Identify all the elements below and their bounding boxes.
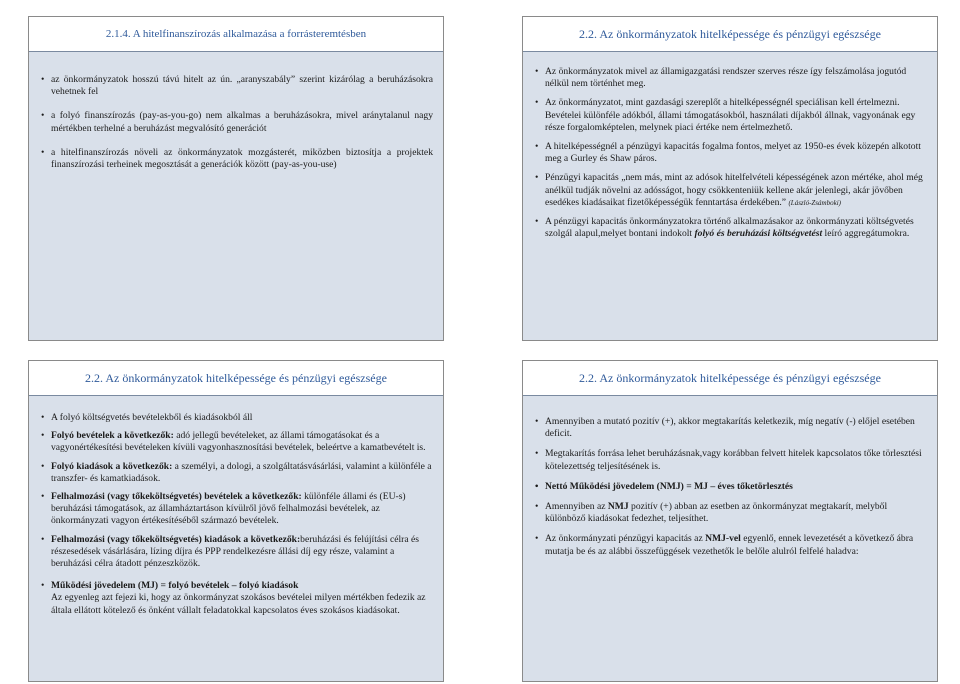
slide-2-bullet-1: • Az önkormányzatok mivel az államigazgatási rendszer szerves része így felszámolása jogutód nélkül nem történhet meg.: [535, 66, 927, 90]
slide-4-bullet-3: • Nettó Működési jövedelem (NMJ) = MJ – éves tőketörlesztés: [535, 481, 927, 493]
slide-2-bullet-5-emphasis: folyó és beruházási költségvetést: [694, 228, 823, 240]
slide-2-body: [523, 52, 937, 340]
slide-3-bullet-2-heading: Folyó bevételek a következők:: [51, 430, 174, 442]
slide-1: [28, 16, 444, 341]
slide-1-bullet-2: • a folyó finanszírozás (pay-as-you-go) nem alkalmas a beruházásokra, mivel aránytalanul nagy mértékben terhelné a beruházást megvalósító generációt: [41, 110, 433, 134]
slide-2-bullet-5: [535, 216, 927, 240]
slide-1-bullet-1: • az önkormányzatok hosszú távú hitelt az ún. „aranyszabály” szerint kizárólag a beruházásokra vehetnek fel: [41, 74, 433, 98]
slide-4-bullet-2: • Megtakarítás forrása lehet beruházásnak,vagy korábban felvett hitelek kapcsolatos tőke törlesztési kötelezettség teljesítésének is.: [535, 448, 927, 472]
slide-3: [28, 360, 444, 682]
slide-1-bullet-3: • a hitelfinanszírozás növeli az önkormányzatok mozgásterét, miközben biztosítja a projektek finanszírozási terheinek megosztását a generációk között (pay-as-you-use): [41, 147, 433, 171]
slide-2-bullet-4-text: Pénzügyi kapacitás „nem más, mint az adósok hitelfelvételi képességének azon mértéke, ahol még anélkül tudják növelni az adósságot, hogy csökkenteniük kellene akár jelenlegi, akár jövőben esedékes kiadásaikat fizetőképességük fenntartása érdekében.”: [545, 172, 923, 208]
slide-4-title: 2.2. Az önkormányzatok hitelképessége és pénzügyi egészsége: [523, 361, 937, 396]
slide-1-title: 2.1.4. A hitelfinanszírozás alkalmazása a forrásteremtésben: [29, 17, 443, 52]
slide-3-bullet-4: [41, 491, 433, 528]
slide-3-bullet-5-heading: Felhalmozási (vagy tőkeköltségvetés) kiadások a következők:: [51, 533, 301, 545]
slide-2-title: 2.2. Az önkormányzatok hitelképessége és pénzügyi egészsége: [523, 17, 937, 52]
slide-4-bullet-5-text-b: egyenlő, ennek levezetését a következő ábra mutatja be és az alábbi összefüggések vezethetők le belőle alulról felfelé haladva:: [545, 533, 914, 557]
slide-2-bullet-4: [535, 172, 927, 209]
slide-2-bullet-5-text-b: leíró aggregátumokra.: [822, 228, 910, 240]
slide-4-bullet-4-text-a: Amennyiben az: [545, 501, 608, 513]
slide-3-bullet-4-text: különféle állami és (EU-s) beruházási támogatások, az államháztartáson kívülről jövő felhalmozási bevételek, az önkormányzati vagyon értékesítéséből származó bevételek.: [51, 491, 406, 527]
slide-4-bullet-5-nmj: NMJ-vel: [705, 533, 741, 545]
slide-2: [522, 16, 938, 341]
slide-3-bullet-6-heading: Működési jövedelem (MJ) = folyó bevételek – folyó kiadások: [51, 580, 299, 592]
slide-3-bullet-5: [41, 534, 433, 571]
slide-3-bullet-1: • A folyó költségvetés bevételekből és kiadásokból áll: [41, 412, 433, 424]
slide-4-bullet-4: [535, 501, 927, 525]
slide-3-title: 2.2. Az önkormányzatok hitelképessége és pénzügyi egészsége: [29, 361, 443, 396]
slide-2-bullet-3: • A hitelképességnél a pénzügyi kapacitás fogalma fontos, melyet az 1950-es évek közepén alkotott meg a Gurley és Shaw páros.: [535, 141, 927, 165]
slide-3-bullet-3-text: a személyi, a dologi, a szolgáltatásvásárlási, valamint a különféle a transzfer- és kamatkiadások.: [51, 460, 432, 484]
slide-4: [522, 360, 938, 682]
slide-4-bullet-1: • Amennyiben a mutató pozitív (+), akkor megtakarítás keletkezik, míg negatív (-) előjel esetében deficit.: [535, 416, 927, 440]
slide-2-bullet-2: • Az önkormányzatot, mint gazdasági szereplőt a hitelképességnél speciálisan kell értelmezni. Bevételei különféle adókból, állami támogatásokból, használati díjakból állnak, vagyonának egy része forgalomképtelen, melynek piaci értéke nem értelmezhető.: [535, 97, 927, 134]
slide-3-bullet-4-heading: Felhalmozási (vagy tőkeköltségvetés) bevételek a következők:: [51, 491, 302, 503]
slide-4-bullet-5: [535, 533, 927, 557]
slide-3-bullet-5-text: beruházási és felújítási célra és részesedések vásárlására, lízing díjra és PPP rendelkezésre állási díj egy része, valamint a beruházási célra átadott pénzeszközök.: [51, 533, 419, 570]
slide-3-bullet-2: [41, 430, 433, 454]
slide-4-bullet-4-nmj: NMJ: [607, 501, 629, 513]
slide-3-bullet-6: [41, 580, 433, 617]
slide-1-body: [29, 52, 443, 340]
slide-4-body: [523, 396, 937, 681]
slide-3-bullet-3: [41, 461, 433, 485]
slide-3-bullet-3-heading: Folyó kiadások a következők:: [51, 460, 173, 472]
slide-4-bullet-5-text-a: Az önkormányzati pénzügyi kapacitás az: [545, 533, 706, 545]
slide-4-bullet-4-text-b: pozitív (+) abban az esetben az önkormányzat megtakarít, melyből különböző kiadásokat fedezhet, teljesíthet.: [545, 501, 888, 525]
slide-2-bullet-5-text-a: A pénzügyi kapacitás önkormányzatokra történő alkalmazásakor az önkormányzati költségvetés szolgál alapul,melyet bontani indokolt: [545, 216, 914, 240]
slide-2-citation: (László-Zsámboki): [788, 198, 841, 207]
slide-3-bullet-6-text: Az egyenleg azt fejezi ki, hogy az önkormányzat szokásos bevételei milyen mértékben fedezik az általa ellátott kötelező és önként vállalt feladatokkal kapcsolatos éves szokásos kiadásokat.: [51, 592, 426, 616]
slide-3-body: [29, 396, 443, 681]
slide-3-bullet-2-text: adó jellegű bevételeket, az állami támogatásokat és a vagyonértékesítési bevételeken kívüli vagyonhasznosítási bevételek, beleértve a kamatbevételt is.: [51, 430, 426, 454]
